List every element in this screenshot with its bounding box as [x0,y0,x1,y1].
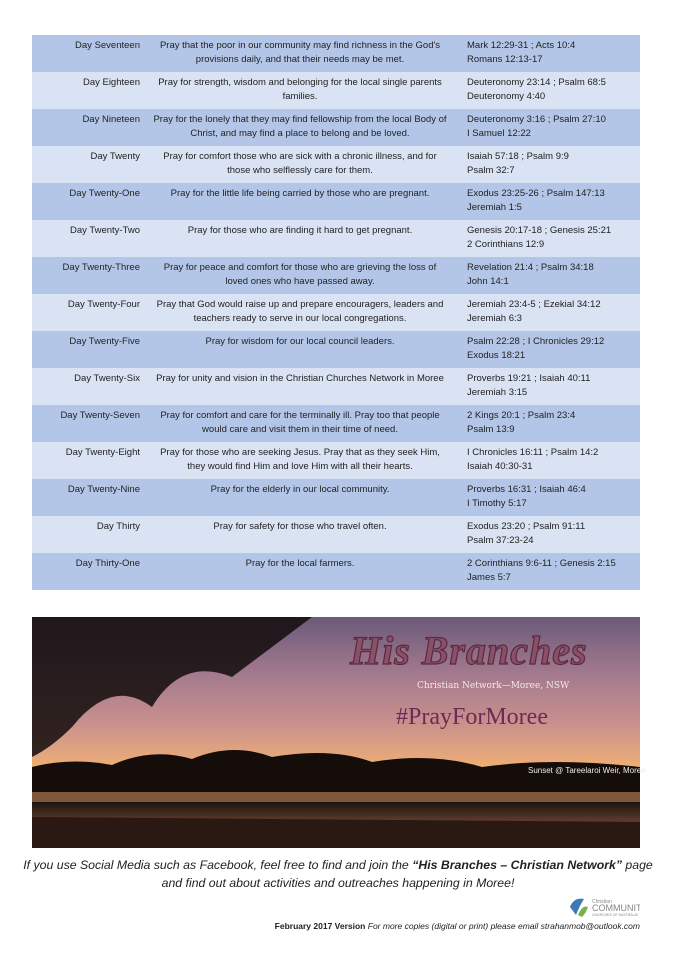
table-row [32,442,640,479]
scripture-refs [456,368,640,405]
scripture-ref-line: Proverbs 16:31 ; Isaiah 46:4 [467,484,586,495]
prayer-text: Pray for those who are seeking Jesus. Pray that as they seek Him, they would find Him and love Him with all their hearts. [160,447,440,472]
table-row [32,72,640,109]
social-media-caption [14,856,662,892]
scripture-refs [456,442,640,479]
scripture-ref-line: Jeremiah 1:5 [467,202,522,213]
day-label: Day Twenty-Five [69,336,140,347]
scripture-ref-line: I Samuel 12:22 [467,128,531,139]
day-label: Day Twenty-Four [67,299,140,310]
scripture-refs [456,516,640,553]
prayer-text: Pray for the elderly in our local community. [210,484,390,495]
table-row [32,405,640,442]
day-label: Day Twenty-Seven [60,410,140,421]
scripture-ref-line: Psalm 22:28 ; I Chronicles 29:12 [467,336,605,347]
table-row [32,109,640,146]
day-label: Day Twenty-Three [62,262,140,273]
copies-note: For more copies (digital or print) please email strahanmob@outlook.com [367,921,640,931]
table-row [32,257,640,294]
table-row [32,294,640,331]
banner-subtitle: Christian Network—Moree, NSW [417,681,570,691]
version-label: February 2017 Version [274,921,366,931]
scripture-refs [456,146,640,183]
scripture-ref-line: I Timothy 5:17 [467,498,527,509]
scripture-refs [456,479,640,516]
scripture-ref-line: Exodus 23:20 ; Psalm 91:11 [467,521,586,532]
scripture-ref-line: Deuteronomy 4:40 [467,91,546,102]
day-label: Day Twenty [90,151,140,162]
scripture-refs [456,257,640,294]
scripture-refs [456,35,640,72]
table-row [32,331,640,368]
scripture-ref-line: Jeremiah 3:15 [467,387,528,398]
scripture-ref-line: Isaiah 57:18 ; Psalm 9:9 [467,151,569,162]
scripture-ref-line: Jeremiah 23:4-5 ; Ezekial 34:12 [467,299,601,310]
day-label: Day Seventeen [75,40,140,51]
scripture-ref-line: Romans 12:13-17 [467,54,543,65]
table-row [32,368,640,405]
prayer-schedule-table [32,35,640,590]
scripture-ref-line: John 14:1 [467,276,509,287]
scripture-ref-line: 2 Corinthians 9:6-11 ; Genesis 2:15 [467,558,616,569]
table-row [32,516,640,553]
svg-text:Christian: Christian [592,899,612,905]
scripture-ref-line: Psalm 37:23-24 [467,535,534,546]
scripture-refs [456,405,640,442]
prayer-text: Pray that the poor in our community may find richness in the God's provisions daily, and that their needs may be met. [159,40,441,65]
scripture-ref-line: Revelation 21:4 ; Psalm 34:18 [467,262,594,273]
prayer-text: Pray for unity and vision in the Christian Churches Network in Moree [156,373,444,384]
scripture-refs [456,553,640,590]
day-label: Day Thirty-One [75,558,140,569]
scripture-refs [456,331,640,368]
christian-community-churches-logo [568,895,640,917]
scripture-ref-line: Exodus 23:25-26 ; Psalm 147:13 [467,188,605,199]
prayer-text: Pray for comfort those who are sick with a chronic illness, and for those who selflessly care for them. [163,151,437,176]
scripture-ref-line: Proverbs 19:21 ; Isaiah 40:11 [467,373,591,384]
scripture-refs [456,109,640,146]
caption-text-end: page and find out about activities and outreaches happening in Moree! [161,858,653,890]
svg-text:CHURCHES OF AUSTRALIA: CHURCHES OF AUSTRALIA [592,913,638,917]
day-label: Day Twenty-Eight [65,447,140,458]
scripture-ref-line: Psalm 32:7 [467,165,515,176]
prayer-text: Pray for strength, wisdom and belonging for the local single parents families. [158,77,442,102]
day-label: Day Twenty-Six [74,373,140,384]
scripture-ref-line: Mark 12:29-31 ; Acts 10:4 [467,40,576,51]
day-label: Day Eighteen [82,77,140,88]
prayer-text: Pray for comfort and care for the terminally ill. Pray too that people would care and visit them in their time of need. [160,410,440,435]
scripture-ref-line: Deuteronomy 23:14 ; Psalm 68:5 [467,77,606,88]
scripture-refs [456,72,640,109]
day-label: Day Twenty-Two [69,225,140,236]
table-row [32,220,640,257]
scripture-ref-line: Deuteronomy 3:16 ; Psalm 27:10 [467,114,606,125]
prayer-text: Pray for safety for those who travel often. [213,521,387,532]
scripture-ref-line: James 5:7 [467,572,511,583]
day-label: Day Thirty [96,521,140,532]
prayer-text: Pray for those who are finding it hard to get pregnant. [187,225,413,236]
his-branches-logo: His Branches [350,628,588,673]
scripture-ref-line: Isaiah 40:30-31 [467,461,533,472]
scripture-ref-line: I Chronicles 16:11 ; Psalm 14:2 [467,447,599,458]
table-row [32,35,640,72]
scripture-ref-line: 2 Kings 20:1 ; Psalm 23:4 [467,410,576,421]
hashtag: #PrayForMoree [396,704,548,730]
table-row [32,146,640,183]
table-row [32,183,640,220]
table-row [32,479,640,516]
scripture-refs [456,294,640,331]
scripture-ref-line: Jeremiah 6:3 [467,313,522,324]
scripture-refs [456,220,640,257]
prayer-text: Pray for the lonely that they may find fellowship from the local Body of Christ, and may find a place to belong and be loved. [153,114,447,139]
caption-text: If you use Social Media such as Facebook, feel free to find and join the [23,858,413,872]
day-label: Day Twenty-Nine [67,484,140,495]
scripture-ref-line: Genesis 20:17-18 ; Genesis 25:21 [467,225,612,236]
svg-text:COMMUNITY: COMMUNIT [592,903,640,913]
scripture-ref-line: Psalm 13:9 [467,424,515,435]
day-label: Day Nineteen [82,114,140,125]
prayer-text: Pray for peace and comfort for those who are grieving the loss of loved ones who have passed away. [163,262,437,287]
scripture-ref-line: Exodus 18:21 [467,350,526,361]
table-row [32,553,640,590]
prayer-text: Pray for the local farmers. [245,558,355,569]
footer [275,921,640,932]
scripture-refs [456,183,640,220]
photo-credit: Sunset @ Tareelaroi Weir, Moree [528,766,646,775]
prayer-text: Pray for the little life being carried by those who are pregnant. [170,188,430,199]
facebook-page-name: “His Branches – Christian Network” [412,858,622,872]
prayer-text: Pray that God would raise up and prepare encouragers, leaders and teachers ready to serve in our local congregations. [156,299,444,324]
scripture-ref-line: 2 Corinthians 12:9 [467,239,545,250]
prayer-text: Pray for wisdom for our local council leaders. [205,336,395,347]
day-label: Day Twenty-One [69,188,140,199]
